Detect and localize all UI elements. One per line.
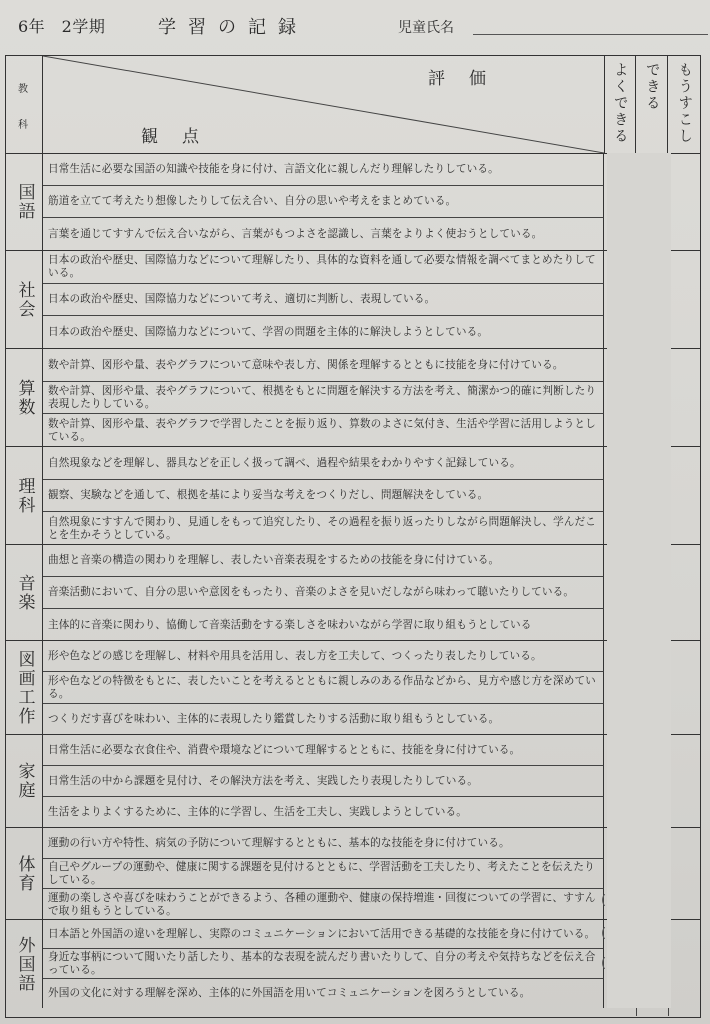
criteria-row: 筋道を立てて考えたり想像したりして伝え合い、自分の思いや考えをまとめている。 xyxy=(43,186,604,218)
subject-group-japanese xyxy=(6,153,700,251)
subject-column-header xyxy=(6,56,43,153)
subject-group-pe xyxy=(6,828,700,920)
criteria-row: 数や計算、図形や量、表やグラフで学習したことを振り返り、算数のよさに気付き、生活や学習に活用しようとしている。 xyxy=(43,414,604,447)
rating-header-label: もうすこし xyxy=(676,62,693,145)
student-name-label: 児童氏名 xyxy=(398,20,454,36)
subject-name xyxy=(6,641,43,734)
evaluation-table xyxy=(5,55,701,1018)
rating-header-excellent xyxy=(604,56,636,153)
rating-header-label: できる xyxy=(643,62,660,112)
subject-label: 体育 xyxy=(14,854,35,893)
rating-mark-partial: ( xyxy=(601,893,607,908)
rating-mark-partial: ( xyxy=(601,926,607,941)
subject-group-science xyxy=(6,447,700,545)
criteria-row: 運動の行い方や特性、病気の予防について理解するとともに、基本的な技能を身に付けている。 xyxy=(43,828,604,859)
criteria-row: 日常生活に必要な国語の知識や技能を身に付け、言語文化に親しんだり理解したりしている。 xyxy=(43,153,604,186)
redacted-ratings xyxy=(607,153,671,1008)
subject-label: 国語 xyxy=(14,182,35,221)
subject-label: 理科 xyxy=(14,476,35,515)
subject-name xyxy=(6,447,43,544)
criteria-row: 外国の文化に対する理解を深め、主体的に外国語を用いてコミュニケーションを図ろうとしている。 xyxy=(43,979,604,1008)
rating-header-label: よくできる xyxy=(611,62,628,145)
criteria-row: 音楽活動において、自分の思いや意図をもったり、音楽のよさを見いだしながら味わって聴いたりしている。 xyxy=(43,577,604,609)
rating-header-good xyxy=(636,56,668,153)
student-name-field[interactable] xyxy=(473,34,708,35)
criteria-row: 自然現象などを理解し、器具などを正しく扱って調べ、過程や結果をわかりやすく記録している。 xyxy=(43,447,604,480)
subject-label: 外国語 xyxy=(14,935,35,993)
subject-name xyxy=(6,735,43,827)
grade-term: 6年 2学期 xyxy=(18,17,106,36)
criteria-row: 数や計算、図形や量、表やグラフについて、根拠をもとに問題を解決する方法を考え、簡潔かつ的確に判断したり表現したりしている。 xyxy=(43,382,604,414)
subject-group-social-studies xyxy=(6,251,700,349)
criteria-row: 自然現象にすすんで関わり、見通しをもって追究したり、その過程を振り返ったりしながら問題解決し、学んだことを生かそうとしている。 xyxy=(43,512,604,545)
subject-name xyxy=(6,828,43,919)
viewpoint-label: 観点 xyxy=(141,127,223,147)
rating-header-needs-work xyxy=(668,56,700,153)
viewpoint-evaluation-header xyxy=(43,56,605,153)
subject-label: 算数 xyxy=(14,378,35,417)
criteria-row: 日本の政治や歴史、国際協力などについて理解したり、具体的な資料を通して必要な情報を調べてまとめたりしている。 xyxy=(43,251,604,284)
subject-header-char: 教 xyxy=(18,84,28,95)
subject-label: 社会 xyxy=(14,280,35,319)
subject-header-char: 科 xyxy=(18,120,28,131)
criteria-row: 日本の政治や歴史、国際協力などについて考え、適切に判断し、表現している。 xyxy=(43,284,604,316)
page-title: 学習の記録 xyxy=(158,17,308,38)
criteria-row: 生活をよりよくするために、主体的に学習し、生活を工夫し、実践しようとしている。 xyxy=(43,797,604,828)
criteria-row: 日本語と外国語の違いを理解し、実際のコミュニケーションにおいて活用できる基礎的な技能を身に付けている。 xyxy=(43,920,604,949)
criteria-row: 日常生活の中から課題を見付け、その解決方法を考え、実践したり表現したりしている。 xyxy=(43,766,604,797)
table-header xyxy=(6,56,700,154)
criteria-row: 数や計算、図形や量、表やグラフについて意味や表し方、関係を理解するとともに技能を身に付けている。 xyxy=(43,349,604,382)
evaluation-label: 評価 xyxy=(428,69,510,89)
page-header xyxy=(8,10,708,40)
subject-name xyxy=(6,545,43,640)
subject-name xyxy=(6,153,43,250)
subject-name xyxy=(6,920,43,1008)
criteria-row: 形や色などの特徴をもとに、表したいことを考えるとともに親しみのある作品などから、見方や感じ方を深めている。 xyxy=(43,672,604,704)
subject-group-arts-crafts xyxy=(6,641,700,735)
criteria-row: 運動の楽しさや喜びを味わうことができるよう、各種の運動や、健康の保持増進・回復についての学習に、すすんで取り組もうとしている。 xyxy=(43,889,604,920)
subject-group-music xyxy=(6,545,700,641)
subject-label: 音楽 xyxy=(14,573,35,612)
rating-mark-partial: ( xyxy=(601,956,607,971)
criteria-row: 自己やグループの運動や、健康に関する課題を見付けるとともに、学習活動を工夫したり、考えたことを伝えたりしている。 xyxy=(43,859,604,889)
subject-name xyxy=(6,349,43,446)
criteria-row: 身近な事柄について聞いたり話したり、基本的な表現を読んだり書いたりして、自分の考えや気持ちなどを伝え合っている。 xyxy=(43,949,604,979)
subject-name xyxy=(6,251,43,348)
criteria-row: 言葉を通じてすすんで伝え合いながら、言葉がもつよさを認識し、言葉をよりよく使おうとしている。 xyxy=(43,218,604,251)
criteria-row: 主体的に音楽に関わり、協働して音楽活動をする楽しさを味わいながら学習に取り組もうとしている xyxy=(43,609,604,641)
subject-label: 図画工作 xyxy=(14,649,35,726)
criteria-row: 観察、実験などを通して、根拠を基により妥当な考えをつくりだし、問題解決をしている。 xyxy=(43,480,604,512)
subject-group-foreign-language xyxy=(6,920,700,1008)
subject-group-home-economics xyxy=(6,735,700,828)
criteria-row: 形や色などの感じを理解し、材料や用具を活用し、表し方を工夫して、つくったり表したりしている。 xyxy=(43,641,604,672)
criteria-row: 日本の政治や歴史、国際協力などについて、学習の問題を主体的に解決しようとしている。 xyxy=(43,316,604,349)
diagonal-divider-icon xyxy=(43,56,604,153)
criteria-row: つくりだす喜びを味わい、主体的に表現したり鑑賞したりする活動に取り組もうとしている。 xyxy=(43,704,604,735)
criteria-row: 日常生活に必要な衣食住や、消費や環境などについて理解するとともに、技能を身に付けている。 xyxy=(43,735,604,766)
subject-label: 家庭 xyxy=(14,762,35,800)
subject-group-math xyxy=(6,349,700,447)
criteria-row: 曲想と音楽の構造の関わりを理解し、表したい音楽表現をするための技能を身に付けている。 xyxy=(43,545,604,577)
